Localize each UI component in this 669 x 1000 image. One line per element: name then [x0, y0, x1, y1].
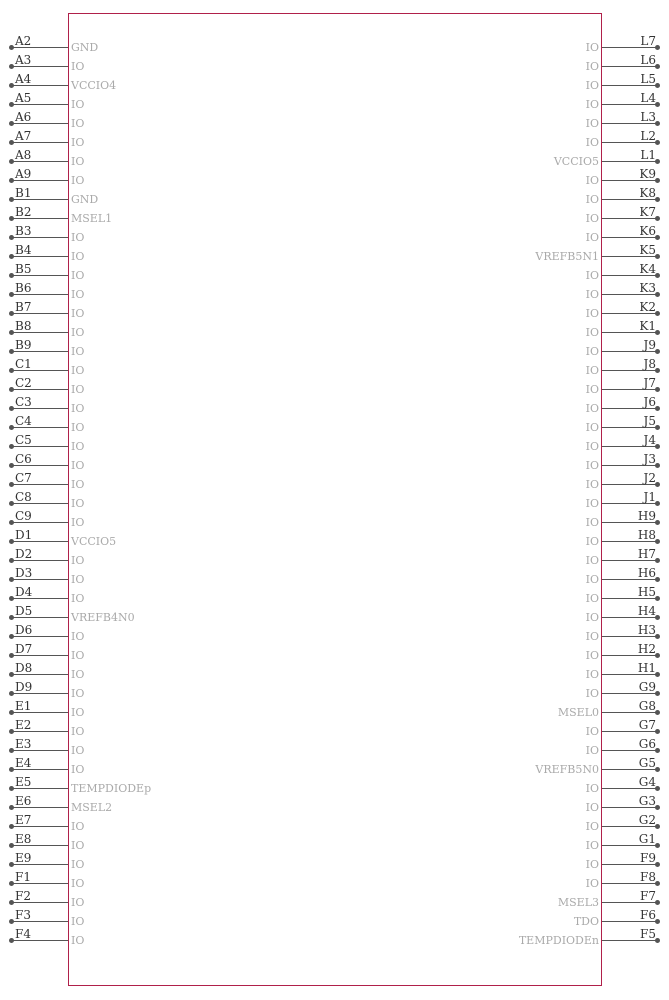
pin-number: B5: [15, 262, 32, 276]
pin-number: E4: [15, 756, 32, 770]
pin-function-label: IO: [71, 231, 85, 244]
pin-function-label: IO: [71, 858, 85, 871]
pin-function-label: IO: [585, 573, 599, 586]
pin-function-label: VREFB5N1: [535, 250, 599, 263]
pin-terminal-dot: [9, 767, 14, 772]
pin-number: H8: [637, 528, 656, 542]
pin-function-label: IO: [585, 744, 599, 757]
pin-function-label: IO: [71, 136, 85, 149]
pin-function-label: IO: [71, 250, 85, 263]
pin-number: C3: [15, 395, 32, 409]
pin-number: B3: [15, 224, 32, 238]
pin-number: C7: [15, 471, 32, 485]
pin-number: G2: [638, 813, 656, 827]
pin-number: D8: [15, 661, 33, 675]
pin-number: D2: [15, 547, 33, 561]
pin-function-label: IO: [71, 269, 85, 282]
pin-function-label: IO: [585, 421, 599, 434]
pin-function-label: IO: [585, 193, 599, 206]
pin-function-label: IO: [585, 554, 599, 567]
pin-terminal-dot: [9, 45, 14, 50]
pin-number: F9: [640, 851, 656, 865]
pin-number: C1: [15, 357, 32, 371]
pin-function-label: IO: [71, 896, 85, 909]
pin-number: F1: [15, 870, 31, 884]
pin-terminal-dot: [9, 539, 14, 544]
pin-number: G3: [638, 794, 656, 808]
pin-terminal-dot: [9, 444, 14, 449]
pin-function-label: IO: [71, 60, 85, 73]
pin-number: E2: [15, 718, 32, 732]
pin-number: F2: [15, 889, 31, 903]
pin-terminal-dot: [9, 463, 14, 468]
pin-function-label: IO: [71, 649, 85, 662]
pin-number: J2: [643, 471, 656, 485]
pin-function-label: IO: [71, 98, 85, 111]
pin-number: C9: [15, 509, 32, 523]
pin-terminal-dot: [9, 330, 14, 335]
pin-number: K5: [639, 243, 656, 257]
component-body: [68, 13, 602, 986]
pin-terminal-dot: [9, 216, 14, 221]
pin-number: D4: [15, 585, 33, 599]
pin-terminal-dot: [9, 596, 14, 601]
pin-number: A8: [15, 148, 32, 162]
pin-function-label: IO: [585, 98, 599, 111]
pin-function-label: IO: [585, 174, 599, 187]
pin-function-label: VCCIO5: [71, 535, 117, 548]
pin-number: J5: [643, 414, 656, 428]
pin-number: H9: [637, 509, 656, 523]
pin-number: H6: [637, 566, 656, 580]
pin-number: J8: [643, 357, 656, 371]
pin-terminal-dot: [9, 653, 14, 658]
pin-function-label: IO: [585, 630, 599, 643]
pin-number: B7: [15, 300, 32, 314]
pin-function-label: IO: [585, 364, 599, 377]
pin-number: H5: [637, 585, 656, 599]
pin-number: C4: [15, 414, 32, 428]
pin-number: J7: [643, 376, 656, 390]
pin-function-label: TEMPDIODEp: [71, 782, 152, 795]
pin-f5: [518, 927, 662, 950]
pin-terminal-dot: [9, 425, 14, 430]
pin-terminal-dot: [9, 387, 14, 392]
pin-function-label: IO: [585, 877, 599, 890]
pin-function-label: IO: [71, 497, 85, 510]
pin-function-label: IO: [71, 592, 85, 605]
pin-number: J6: [643, 395, 656, 409]
pin-number: A9: [15, 167, 32, 181]
pin-number: D5: [15, 604, 33, 618]
pin-function-label: IO: [585, 782, 599, 795]
pin-function-label: IO: [585, 345, 599, 358]
pin-function-label: IO: [71, 915, 85, 928]
pin-number: J4: [643, 433, 656, 447]
pin-function-label: VCCIO5: [553, 155, 599, 168]
pin-function-label: IO: [585, 288, 599, 301]
pin-function-label: IO: [71, 326, 85, 339]
pin-number: J3: [643, 452, 656, 466]
pin-number: G8: [638, 699, 656, 713]
pin-number: C8: [15, 490, 32, 504]
pin-function-label: IO: [585, 459, 599, 472]
pin-function-label: IO: [585, 402, 599, 415]
pin-function-label: IO: [71, 668, 85, 681]
pin-number: G6: [638, 737, 656, 751]
pin-terminal-dot: [9, 881, 14, 886]
pin-function-label: IO: [585, 117, 599, 130]
pin-function-label: IO: [71, 877, 85, 890]
pin-number: F5: [640, 927, 656, 941]
pin-number: L7: [640, 34, 656, 48]
pin-terminal-dot: [9, 292, 14, 297]
pin-number: E7: [15, 813, 32, 827]
pin-number: E5: [15, 775, 32, 789]
pin-terminal-dot: [9, 254, 14, 259]
pin-number: B4: [15, 243, 32, 257]
pin-number: G1: [638, 832, 656, 846]
pin-function-label: IO: [585, 440, 599, 453]
pin-number: H1: [637, 661, 656, 675]
pin-terminal-dot: [9, 368, 14, 373]
pin-f4: [8, 927, 85, 950]
pin-number: G7: [638, 718, 656, 732]
pin-function-label: MSEL1: [71, 212, 113, 225]
pin-function-label: IO: [71, 459, 85, 472]
pin-number: E8: [15, 832, 32, 846]
pin-number: K3: [639, 281, 656, 295]
pin-terminal-dot: [9, 482, 14, 487]
pin-function-label: IO: [585, 592, 599, 605]
pin-terminal-dot: [9, 919, 14, 924]
pin-function-label: IO: [71, 820, 85, 833]
pin-function-label: IO: [71, 117, 85, 130]
pin-number: J1: [643, 490, 656, 504]
pin-number: G9: [638, 680, 656, 694]
pin-number: F4: [15, 927, 31, 941]
pin-number: D6: [15, 623, 33, 637]
pin-function-label: IO: [71, 725, 85, 738]
pin-function-label: MSEL2: [71, 801, 113, 814]
pin-terminal-dot: [9, 805, 14, 810]
pin-function-label: VREFB4N0: [71, 611, 135, 624]
pin-number: L6: [640, 53, 656, 67]
pin-number: C5: [15, 433, 32, 447]
pin-number: K9: [639, 167, 656, 181]
pin-function-label: IO: [585, 516, 599, 529]
pin-number: F7: [640, 889, 656, 903]
pin-number: C2: [15, 376, 32, 390]
pin-function-label: IO: [71, 402, 85, 415]
pin-function-label: IO: [585, 60, 599, 73]
pin-function-label: IO: [71, 763, 85, 776]
pin-function-label: IO: [585, 212, 599, 225]
pin-function-label: IO: [585, 79, 599, 92]
pin-terminal-dot: [9, 824, 14, 829]
pin-number: D9: [15, 680, 33, 694]
pin-function-label: IO: [585, 269, 599, 282]
pin-number: B2: [15, 205, 32, 219]
pin-number: A5: [15, 91, 32, 105]
pin-function-label: IO: [71, 345, 85, 358]
pin-function-label: IO: [71, 573, 85, 586]
pin-number: C6: [15, 452, 32, 466]
pin-terminal-dot: [9, 691, 14, 696]
pin-function-label: MSEL0: [557, 706, 599, 719]
pin-function-label: IO: [71, 478, 85, 491]
pin-function-label: IO: [585, 668, 599, 681]
pin-terminal-dot: [9, 520, 14, 525]
pin-function-label: IO: [71, 383, 85, 396]
pin-terminal-dot: [9, 178, 14, 183]
pin-terminal-dot: [9, 748, 14, 753]
pin-terminal-dot: [9, 900, 14, 905]
pin-function-label: IO: [585, 687, 599, 700]
pin-function-label: IO: [585, 136, 599, 149]
pin-terminal-dot: [9, 786, 14, 791]
pin-function-label: IO: [71, 155, 85, 168]
pin-function-label: IO: [585, 535, 599, 548]
pin-function-label: IO: [71, 174, 85, 187]
pin-number: B6: [15, 281, 32, 295]
pin-number: K4: [639, 262, 656, 276]
pin-number: K7: [639, 205, 656, 219]
pin-function-label: MSEL3: [557, 896, 599, 909]
pin-function-label: IO: [585, 649, 599, 662]
pin-function-label: IO: [71, 516, 85, 529]
pin-number: H7: [637, 547, 656, 561]
pin-function-label: VREFB5N0: [535, 763, 599, 776]
pin-number: A6: [15, 110, 32, 124]
pin-function-label: IO: [585, 820, 599, 833]
pin-number: B8: [15, 319, 32, 333]
pin-function-label: GND: [71, 41, 99, 54]
pin-number: K6: [639, 224, 656, 238]
pin-number: K1: [639, 319, 656, 333]
pin-function-label: IO: [585, 725, 599, 738]
pin-number: E9: [15, 851, 32, 865]
pin-function-label: IO: [71, 839, 85, 852]
pin-terminal-dot: [9, 577, 14, 582]
pin-terminal-dot: [9, 406, 14, 411]
pin-terminal-dot: [9, 729, 14, 734]
pin-function-label: IO: [71, 744, 85, 757]
pin-terminal-dot: [9, 558, 14, 563]
pin-terminal-dot: [9, 862, 14, 867]
pin-number: L2: [640, 129, 656, 143]
pin-function-label: IO: [585, 478, 599, 491]
pin-number: K8: [639, 186, 656, 200]
pin-terminal-dot: [9, 140, 14, 145]
pin-number: K2: [639, 300, 656, 314]
pin-function-label: IO: [71, 364, 85, 377]
pin-number: L1: [640, 148, 656, 162]
pin-terminal-dot: [9, 938, 14, 943]
pin-terminal-dot: [9, 710, 14, 715]
pin-number: E6: [15, 794, 32, 808]
pin-terminal-dot: [9, 235, 14, 240]
pin-number: F8: [640, 870, 656, 884]
pin-number: A7: [15, 129, 32, 143]
pin-function-label: IO: [71, 934, 85, 947]
pin-function-label: VCCIO4: [71, 79, 117, 92]
pin-function-label: IO: [71, 630, 85, 643]
pin-function-label: IO: [71, 554, 85, 567]
pin-function-label: IO: [71, 288, 85, 301]
pin-function-label: GND: [71, 193, 99, 206]
pin-terminal-dot: [9, 83, 14, 88]
pin-number: F6: [640, 908, 656, 922]
pin-number: G5: [638, 756, 656, 770]
pin-number: D3: [15, 566, 33, 580]
pin-function-label: IO: [585, 611, 599, 624]
pin-number: J9: [643, 338, 656, 352]
pin-terminal-dot: [9, 349, 14, 354]
pin-function-label: IO: [585, 383, 599, 396]
pin-terminal-dot: [9, 197, 14, 202]
pin-function-label: IO: [585, 307, 599, 320]
pin-function-label: IO: [71, 421, 85, 434]
pin-function-label: IO: [585, 497, 599, 510]
pin-number: L4: [640, 91, 656, 105]
pin-number: H2: [637, 642, 656, 656]
pin-terminal-dot: [9, 501, 14, 506]
pin-function-label: IO: [585, 231, 599, 244]
pin-terminal-dot: [9, 311, 14, 316]
pin-function-label: IO: [585, 839, 599, 852]
pin-function-label: IO: [585, 801, 599, 814]
pin-number: E1: [15, 699, 32, 713]
pin-number: F3: [15, 908, 31, 922]
pin-terminal-dot: [9, 615, 14, 620]
pin-function-label: IO: [71, 687, 85, 700]
pin-function-label: IO: [585, 858, 599, 871]
pin-terminal-dot: [9, 273, 14, 278]
pin-number: E3: [15, 737, 32, 751]
pin-number: L5: [640, 72, 656, 86]
pin-number: H4: [637, 604, 656, 618]
pin-number: A3: [15, 53, 32, 67]
pin-function-label: IO: [585, 41, 599, 54]
pin-number: H3: [637, 623, 656, 637]
pin-terminal-dot: [9, 672, 14, 677]
pin-function-label: TEMPDIODEn: [518, 934, 599, 947]
pin-number: A2: [15, 34, 32, 48]
pin-terminal-dot: [9, 634, 14, 639]
pin-terminal-dot: [9, 102, 14, 107]
pin-function-label: IO: [71, 706, 85, 719]
pin-number: G4: [638, 775, 656, 789]
pin-terminal-dot: [9, 64, 14, 69]
pin-number: D7: [15, 642, 33, 656]
pin-number: A4: [15, 72, 32, 86]
pin-number: L3: [640, 110, 656, 124]
pin-number: D1: [15, 528, 33, 542]
pin-function-label: IO: [71, 307, 85, 320]
pin-number: B1: [15, 186, 32, 200]
pin-number: B9: [15, 338, 32, 352]
pin-terminal-dot: [9, 121, 14, 126]
pin-function-label: IO: [71, 440, 85, 453]
pin-terminal-dot: [9, 159, 14, 164]
pin-terminal-dot: [9, 843, 14, 848]
pin-function-label: IO: [585, 326, 599, 339]
pin-function-label: TDO: [573, 915, 599, 928]
